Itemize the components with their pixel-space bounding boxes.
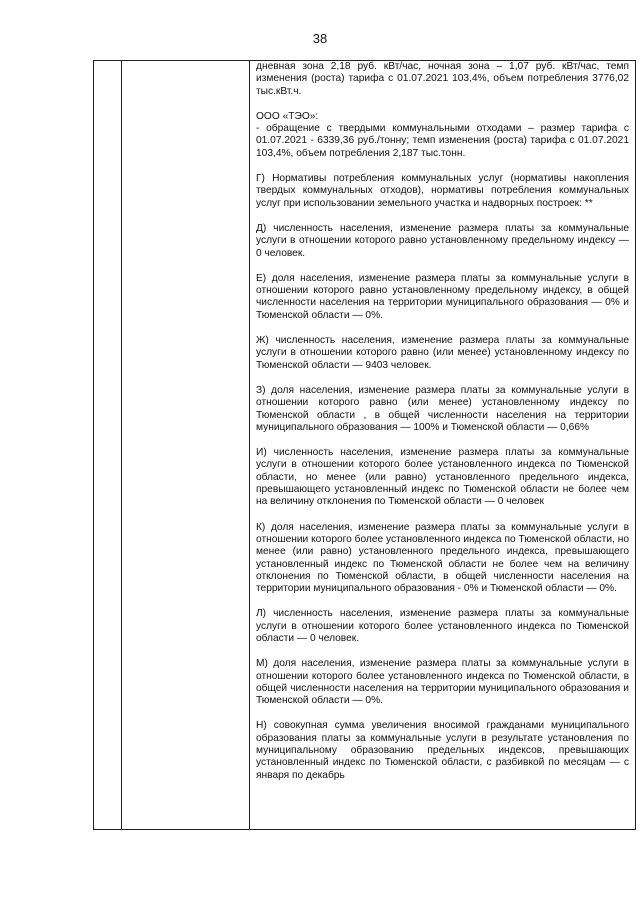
paragraph: Н) совокупная сумма увеличения вносимой гражданами муниципального образования платы за коммунальные услуги в результате установления по муниципальному образованию предельных индексов, превышающих установленный индекс по Тюменской области, с разбивкой по месяцам — с января по декабрь [256,720,629,781]
document-table [93,60,636,830]
paragraph: З) доля населения, изменение размера платы за коммунальные услуги в отношении которого равно (или менее) установленному индексу по Тюменской области , в общей численности населения на территории муниципального образования — 100% и Тюменской области — 0,66% [256,384,629,433]
paragraph: И) численность населения, изменение размера платы за коммунальные услуги в отношении которого более установленного индекса по Тюменской области, но менее (или равно) установленного предельного индекса, превышающего установленный индекс по Тюменской области не более чем на величину отклонения по Тюменской области — 0 человек [256,447,629,508]
paragraph: Д) численность населения, изменение размера платы за коммунальные услуги в отношении которого равно установленному предельному индексу — 0 человек. [256,222,629,259]
paragraph: ООО «ТЭО»: [256,110,319,122]
paragraph: Ж) численность населения, изменение размера платы за коммунальные услуги в отношении которого равно (или менее) установленному индексу по Тюменской области — 9403 человек. [256,335,629,371]
paragraph: Л) численность населения, изменение размера платы за коммунальные услуги в отношении которого более установленного индекса по Тюменской области — 0 человек. [256,608,629,644]
paragraph: Е) доля населения, изменение размера платы за коммунальные услуги в отношении которого равно установленному предельному индексу, в общей численности населения на территории муниципального образования — 0% и Тюменской области — 0%. [256,272,629,321]
table-column-divider [121,61,122,829]
page-number: 38 [312,31,328,46]
paragraph: - обращение с твердыми коммунальными отходами – размер тарифа с 01.07.2021 - 6339,36 руб./тонну; темп изменения (роста) тарифа с 01.07.2021 103,4%, объем потребления 2,187 тыс.тонн. [256,123,629,159]
paragraph: Г) Нормативы потребления коммунальных услуг (нормативы накопления твердых коммунальных отходов), нормативы потребления коммунальных услуг при использовании земельного участка и надворных построек: ** [256,173,629,209]
paragraph: К) доля населения, изменение размера платы за коммунальные услуги в отношении которого более установленного индекса по Тюменской области, но менее (или равно) установленного предельного индекса, превышающего установленный индекс по Тюменской области не более чем на величину отклонения по Тюменской области, в общей численности населения на территории муниципального образования - 0% и Тюменской области — 0%. [256,521,629,595]
paragraph: дневная зона 2,18 руб. кВт/час, ночная зона – 1,07 руб. кВт/час, темп изменения (роста) тарифа с 01.07.2021 103,4%, объем потребления 3776,02 тыс.кВт.ч. [256,61,629,97]
table-column-divider [249,61,250,829]
paragraph: М) доля населения, изменение размера платы за коммунальные услуги в отношении которого более установленного индекса по Тюменской области, в общей численности населения на территории муниципального образования и Тюменской области — 0%. [256,658,629,707]
table-cell-text [256,61,629,782]
